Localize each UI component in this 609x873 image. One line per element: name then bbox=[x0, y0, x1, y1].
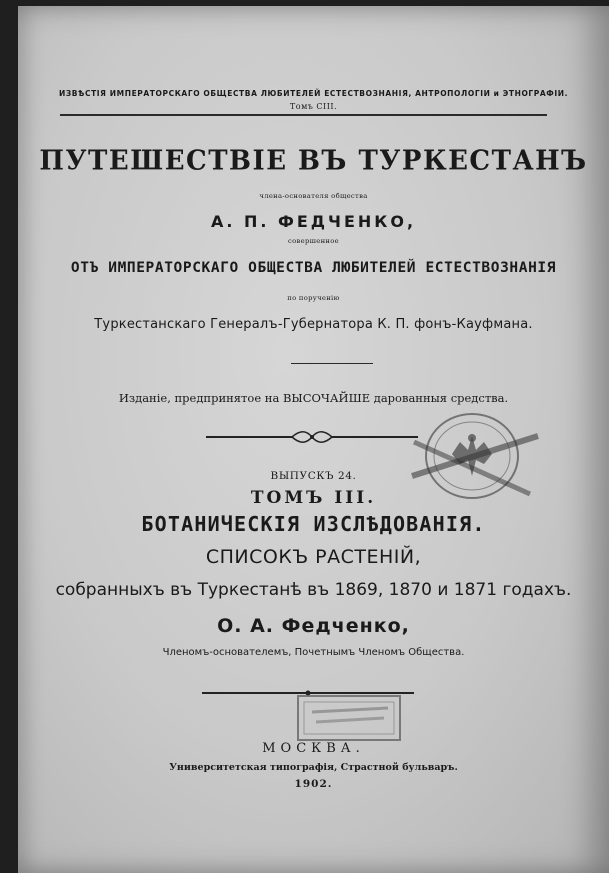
publication-year: 1902. bbox=[294, 778, 333, 790]
section-title: БОТАНИЧЕСКІЯ ИЗСЛѢДОВАНІЯ. bbox=[141, 512, 486, 536]
governor-line: Туркестанскаго Генералъ-Губернатора К. П. фонъ-Кауфмана. bbox=[94, 317, 533, 332]
work-title: СПИСОКЪ РАСТЕНІЙ, bbox=[205, 546, 422, 568]
work-author: О. А. Федченко, bbox=[217, 615, 410, 637]
tome-number: ТОМЪ III. bbox=[250, 488, 377, 508]
author-descriptor: члена-основателя общества bbox=[259, 192, 368, 200]
work-subtitle: собранныхъ въ Туркестанѣ въ 1869, 1870 и 1871 годахъ. bbox=[55, 580, 572, 600]
author-role: Членомъ-основателемъ, Почетнымъ Членомъ Общества. bbox=[162, 647, 465, 658]
library-rect-stamp bbox=[294, 690, 406, 748]
book-title: ПУТЕШЕСТВІЕ ВЪ ТУРКЕСТАНЪ bbox=[39, 145, 588, 177]
publication-city: МОСКВА. bbox=[262, 741, 365, 756]
issue-number: ВЫПУСКЪ 24. bbox=[270, 470, 357, 482]
ornament-divider bbox=[206, 430, 418, 444]
commission-descriptor: по порученію bbox=[287, 294, 340, 302]
title-page bbox=[18, 6, 609, 873]
volume-number: Томъ CIII. bbox=[289, 102, 338, 111]
printer: Университетская типографія, Страстной бульваръ. bbox=[169, 762, 458, 773]
society-name: ОТЪ ИМПЕРАТОРСКАГО ОБЩЕСТВА ЛЮБИТЕЛЕЙ ЕСТЕСТВОЗНАНІЯ bbox=[70, 260, 557, 276]
journey-descriptor: совершенное bbox=[288, 237, 339, 245]
edition-note: Изданіе, предпринятое на ВЫСОЧАЙШЕ дарованныя средства. bbox=[118, 391, 509, 405]
series-header: ИЗВѢСТІЯ ИМПЕРАТОРСКАГО ОБЩЕСТВА ЛЮБИТЕЛЕЙ ЕСТЕСТВОЗНАНІЯ, АНТРОПОЛОГІИ и ЭТНОГРАФІИ. bbox=[58, 89, 569, 98]
short-rule bbox=[291, 363, 373, 364]
author-name: А. П. ФЕДЧЕНКО, bbox=[210, 212, 417, 231]
header-rule bbox=[60, 114, 547, 116]
